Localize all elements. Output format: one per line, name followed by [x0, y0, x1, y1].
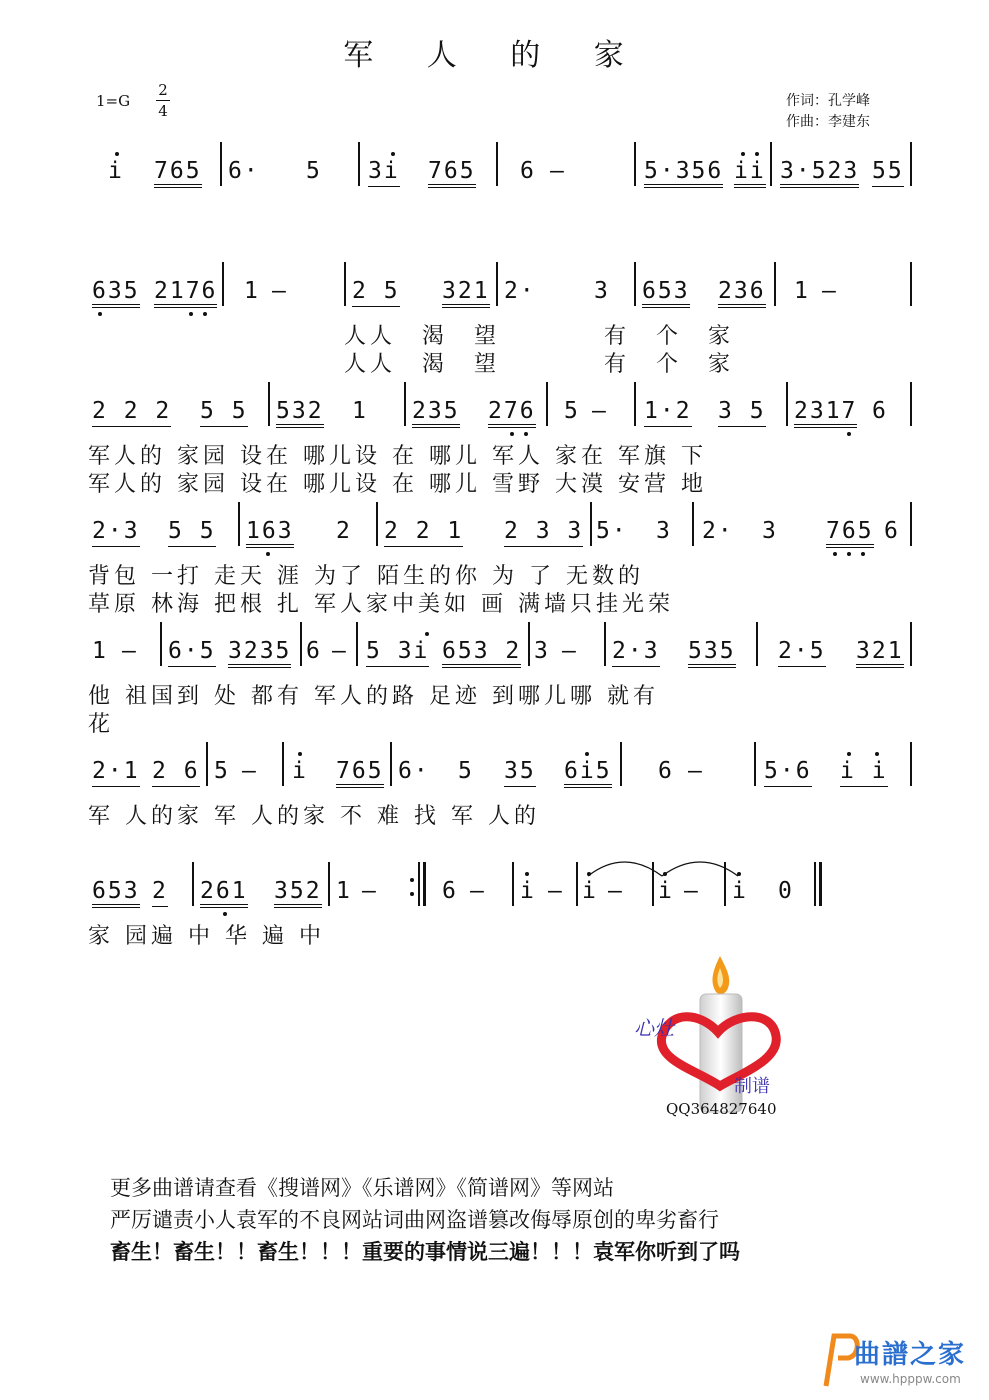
score-row-1: [88, 140, 918, 210]
footer-line: 严厉谴责小人袁军的不良网站词曲网盗谱篡改侮辱原创的卑劣畜行: [110, 1208, 719, 1232]
repeat-dot: [410, 892, 414, 896]
footer-line-bold: 畜生！畜生！！畜生！！！重要的事情说三遍！！！袁军你听到了吗: [110, 1240, 740, 1264]
bar-line: [528, 622, 530, 666]
note: 3: [534, 638, 550, 664]
bar-line: [390, 742, 392, 786]
low-dot: [847, 552, 851, 556]
bar-line: [220, 142, 222, 186]
low-dot: [98, 312, 102, 316]
note-group: 765: [336, 754, 384, 788]
note: 6: [884, 518, 900, 544]
dash: –: [470, 878, 486, 904]
note: 2: [152, 874, 168, 907]
note-group: 2317: [794, 394, 857, 428]
note-group: 765: [826, 514, 874, 548]
high-dot: [425, 632, 429, 636]
note: 3: [762, 518, 778, 544]
bar-line: [910, 502, 912, 546]
bar-line: [754, 742, 756, 786]
note: i: [658, 878, 674, 904]
lyric-line: 人人 渴 望 有 个 家: [344, 352, 735, 377]
bar-line: [282, 742, 284, 786]
note-group: 3 5: [718, 394, 766, 427]
low-dot: [189, 312, 193, 316]
note: i: [520, 878, 536, 904]
bar-line: [300, 622, 302, 666]
bar-line: [222, 262, 224, 306]
score-row-5: [88, 620, 918, 690]
note-group: 2 2 1: [384, 514, 463, 547]
note-group: 6·5: [168, 634, 216, 667]
bar-line: [770, 142, 772, 186]
dash: –: [608, 878, 624, 904]
note-group: 2·5: [778, 634, 826, 667]
note: 5: [458, 758, 474, 784]
note: 1: [244, 278, 260, 304]
note: 2·: [702, 518, 734, 544]
note: 6·: [228, 158, 260, 184]
bar-line: [512, 862, 514, 906]
dash: –: [688, 758, 704, 784]
note-group: 2 5: [352, 274, 400, 307]
note-group: 235: [412, 394, 460, 428]
bar-line: [774, 262, 776, 306]
bar-line: [910, 142, 912, 186]
bar-line: [634, 142, 636, 186]
score-row-6: [88, 740, 918, 810]
tie-arcs: [584, 852, 744, 882]
note: 3: [656, 518, 672, 544]
note-group: 321: [856, 634, 904, 668]
time-signature-top: 2: [158, 81, 168, 99]
bar-line: [376, 502, 378, 546]
dash: –: [272, 278, 288, 304]
note-group: 2·3: [92, 514, 140, 547]
dash: –: [822, 278, 838, 304]
score-row-7: [88, 860, 918, 930]
lyric-line: 人人 渴 望 有 个 家: [344, 324, 735, 349]
note-group: 261: [200, 874, 248, 908]
note-group: 236: [718, 274, 766, 308]
note-group: 5 3i: [366, 634, 429, 667]
bar-line: [192, 862, 194, 906]
note-group: 352: [274, 874, 322, 908]
note-group: 5 5: [200, 394, 248, 427]
bar-line: [546, 382, 548, 426]
dash: –: [550, 158, 566, 184]
note: 3: [594, 278, 610, 304]
note: 1: [336, 878, 352, 904]
bar-line: [344, 262, 346, 306]
note-group: 5·356: [644, 154, 723, 188]
high-dot: [115, 152, 119, 156]
bar-line: [356, 622, 358, 666]
dash: –: [684, 878, 700, 904]
note: 1: [352, 398, 368, 424]
note: 2: [336, 518, 352, 544]
bar-line: [604, 622, 606, 666]
candle-logo: [634, 950, 800, 1130]
dash: –: [548, 878, 564, 904]
page-title: 军 人 的 家: [343, 38, 646, 73]
note-group: 653 2: [442, 634, 521, 668]
high-dot: [391, 152, 395, 156]
note-group: 163: [246, 514, 294, 548]
dash: –: [562, 638, 578, 664]
dash: –: [592, 398, 608, 424]
note-group: 2 2 2: [92, 394, 171, 427]
dash: –: [332, 638, 348, 664]
note-group: 2 6: [152, 754, 200, 787]
repeat-dot: [410, 878, 414, 882]
low-dot: [524, 432, 528, 436]
note-group: 3·523: [780, 154, 859, 188]
repeat-bar-line: [418, 862, 420, 906]
high-dot: [755, 152, 759, 156]
bar-line: [576, 862, 578, 906]
low-dot: [203, 312, 207, 316]
bar-line: [328, 862, 330, 906]
bar-line: [496, 142, 498, 186]
note-group: 5·6: [764, 754, 812, 787]
composer: 作曲：李建东: [786, 114, 870, 130]
bar-line: [358, 142, 360, 186]
repeat-bar-line: [423, 862, 426, 906]
high-dot: [585, 752, 589, 756]
logo-name: 心灶: [634, 1016, 674, 1040]
bar-line: [206, 742, 208, 786]
low-dot: [223, 912, 227, 916]
final-bar-line: [814, 862, 816, 906]
score-row-4: [88, 500, 918, 570]
footer-line: 更多曲谱请查看《搜谱网》《乐谱网》《简谱网》等网站: [110, 1176, 614, 1200]
note: i: [108, 158, 124, 184]
bar-line: [496, 262, 498, 306]
bar-line: [634, 382, 636, 426]
note-group: 635: [92, 274, 140, 308]
note-group: 535: [688, 634, 736, 668]
note: 5: [306, 158, 322, 184]
brand-name: 曲譜之家: [854, 1340, 967, 1370]
note-group: 321: [442, 274, 490, 308]
note: 5: [214, 758, 230, 784]
note: 0: [778, 878, 794, 904]
high-dot: [525, 872, 529, 876]
bar-line: [268, 382, 270, 426]
note: i: [732, 878, 748, 904]
bar-line: [910, 262, 912, 306]
bar-line: [634, 262, 636, 306]
note-group: 532: [276, 394, 324, 428]
note-group: i i: [840, 754, 888, 787]
lyric-line: 花: [88, 712, 115, 737]
note: 6: [872, 398, 888, 424]
note: 6: [658, 758, 674, 784]
note-group: 3i: [368, 154, 400, 187]
logo-qq: QQ364827640: [666, 1100, 777, 1118]
lyric-line: 家 园遍 中 华 遍 中: [88, 924, 325, 949]
note-group: 55: [872, 154, 904, 187]
note: 6·: [398, 758, 430, 784]
note: i: [292, 758, 308, 784]
note-group: 653: [92, 874, 140, 908]
low-dot: [847, 432, 851, 436]
dash: –: [242, 758, 258, 784]
high-dot: [875, 752, 879, 756]
note-group: ii: [734, 154, 766, 188]
dash: –: [122, 638, 138, 664]
note: 5: [564, 398, 580, 424]
bar-line: [620, 742, 622, 786]
dash: –: [362, 878, 378, 904]
note-group: 2 3 3: [504, 514, 583, 547]
bar-line: [590, 502, 592, 546]
bar-line: [756, 622, 758, 666]
note-group: 765: [428, 154, 476, 188]
time-signature-bottom: 4: [156, 100, 170, 121]
high-dot: [847, 752, 851, 756]
bar-line: [160, 622, 162, 666]
note-group: 2·3: [612, 634, 660, 667]
lyricist: 作词：孔学峰: [786, 93, 870, 109]
note: i: [582, 878, 598, 904]
note: 6: [442, 878, 458, 904]
high-dot: [298, 752, 302, 756]
time-signature: [156, 80, 170, 121]
note: 1: [794, 278, 810, 304]
brand-watermark: [820, 1330, 980, 1390]
note-group: 3235: [228, 634, 291, 668]
note-group: 5 5: [168, 514, 216, 547]
brand-url: www.hpppw.com: [860, 1372, 961, 1386]
note-group: 765: [154, 154, 202, 188]
low-dot: [861, 552, 865, 556]
note-group: 1·2: [644, 394, 692, 427]
low-dot: [510, 432, 514, 436]
low-dot: [833, 552, 837, 556]
note: 2·: [504, 278, 536, 304]
lyric-line: 军人的 家园 设在 哪儿设 在 哪儿 军人 家在 军旗 下: [88, 444, 707, 469]
bar-line: [910, 742, 912, 786]
note-group: 35: [504, 754, 536, 787]
bar-line: [910, 622, 912, 666]
note: 6: [306, 638, 322, 664]
note-group: 6i5: [564, 754, 612, 788]
bar-line: [786, 382, 788, 426]
lyric-line: 背包 一打 走天 涯 为了 陌生的你 为 了 无数的: [88, 564, 644, 589]
bar-line: [910, 382, 912, 426]
high-dot: [741, 152, 745, 156]
note-group: 2·1: [92, 754, 140, 787]
lyric-line: 他 祖国到 处 都有 军人的路 足迹 到哪儿哪 就有: [88, 684, 659, 709]
lyric-line: 军人的 家园 设在 哪儿设 在 哪儿 雪野 大漠 安营 地: [88, 472, 707, 497]
bar-line: [238, 502, 240, 546]
note: 5·: [596, 518, 628, 544]
logo-label: 制谱: [734, 1076, 770, 1097]
note-group: 276: [488, 394, 536, 428]
lyric-line: 军 人的家 军 人的家 不 难 找 军 人的: [88, 804, 540, 829]
bar-line: [692, 502, 694, 546]
key-signature: 1=G: [96, 92, 131, 110]
bar-line: [404, 382, 406, 426]
note: 6: [520, 158, 536, 184]
note-group: 653: [642, 274, 690, 308]
note: 1: [92, 638, 108, 664]
final-bar-line: [819, 862, 822, 906]
low-dot: [266, 552, 270, 556]
note-group: 2176: [154, 274, 217, 308]
score-row-3: [88, 380, 918, 450]
lyric-line: 草原 林海 把根 扎 军人家中美如 画 满墙只挂光荣: [88, 592, 674, 617]
score-row-2: [88, 260, 918, 330]
